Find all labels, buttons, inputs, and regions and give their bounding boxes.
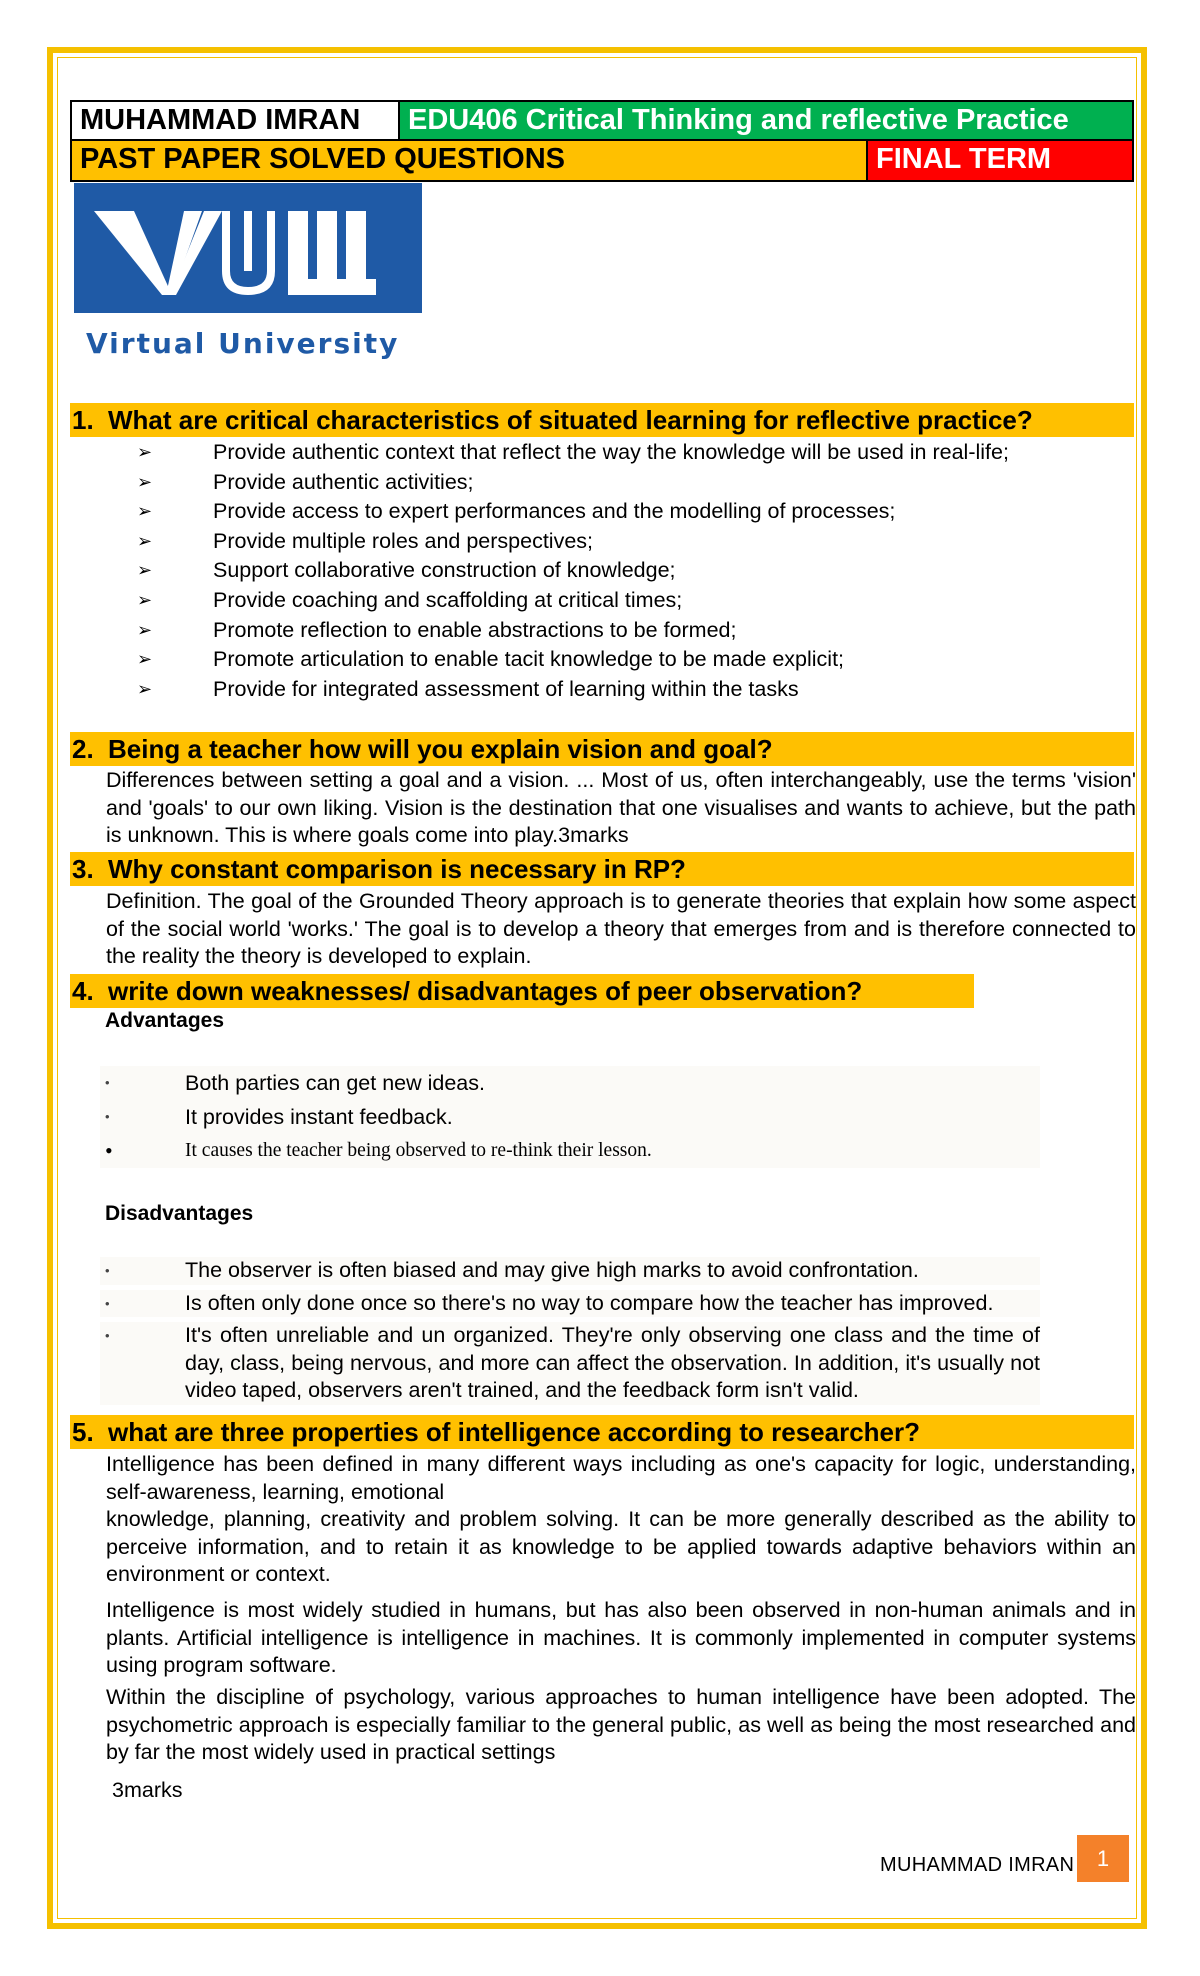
bullet-dot-icon: • — [105, 1263, 110, 1278]
list-item: ➢ Support collaborative construction of knowledge; — [137, 556, 1009, 586]
question-title: Being a teacher how will you explain vision and goal? — [108, 734, 773, 764]
question-5-heading — [70, 1415, 1134, 1449]
list-item: ➢ Promote reflection to enable abstractions to be formed; — [137, 616, 1009, 646]
footer-author-name: MUHAMMAD IMRAN — [880, 1854, 1075, 1876]
arrow-bullet-icon: ➢ — [137, 560, 153, 581]
list-item: • The observer is often biased and may give high marks to avoid confrontation. — [100, 1257, 1040, 1285]
advantages-list — [100, 1066, 1040, 1168]
list-item: • It provides instant feedback. — [100, 1100, 1040, 1134]
question-2-answer: Differences between setting a goal and a vision. ... Most of us, often interchangeably, use the terms 'vision' and 'goals' to our own liking. Vision is the destination that one visualises and wants to achieve, but the path is unknown. This is where goals come into play.3marks — [106, 768, 1136, 847]
question-5-marks: 3marks — [112, 1778, 183, 1802]
bullet-dot-icon: • — [105, 1109, 110, 1124]
question-1-heading — [70, 403, 1134, 437]
logo-caption: Virtual University — [86, 327, 400, 360]
list-item: ➢ Promote articulation to enable tacit knowledge to be made explicit; — [137, 645, 1009, 675]
bullet-dot-icon: • — [105, 1295, 110, 1311]
author-name: MUHAMMAD IMRAN — [72, 102, 400, 139]
arrow-bullet-icon: ➢ — [137, 678, 153, 699]
list-item: ➢ Provide coaching and scaffolding at critical times; — [137, 586, 1009, 616]
question-title: write down weaknesses/ disadvantages of peer observation? — [108, 976, 863, 1006]
question-number: 4. — [72, 976, 94, 1006]
list-item: • It's often unreliable and un organized. They're only observing one class and the time of day, class, being nervous, and more can affect the observation. In addition, it's usually not video taped, observers aren't trained, and the feedback form isn't valid. — [100, 1322, 1040, 1405]
list-item: ➢ Provide for integrated assessment of learning within the tasks — [137, 675, 1009, 705]
list-item: ➢ Provide multiple roles and perspectives; — [137, 527, 1009, 557]
list-item: ➢ Provide access to expert performances and the modelling of processes; — [137, 497, 1009, 527]
question-number: 3. — [72, 854, 94, 884]
arrow-bullet-icon: ➢ — [137, 589, 153, 610]
question-3-heading — [70, 852, 1134, 886]
bullet-dot-icon: • — [105, 1075, 110, 1090]
course-title: EDU406 Critical Thinking and reflective Practice — [400, 102, 1132, 139]
list-item: • Both parties can get new ideas. — [100, 1066, 1040, 1100]
document-subtitle: PAST PAPER SOLVED QUESTIONS — [72, 141, 868, 180]
question-5-answer-intro: Intelligence has been defined in many different ways including as one's capacity for logic, understanding, self-awareness, learning, emotional — [106, 1452, 1136, 1504]
question-5-answer-para-2: Intelligence is most widely studied in humans, but has also been observed in non-human animals and in plants. Artificial intelligence is intelligence in machines. It is commonly implemented in computer systems using program software. — [106, 1598, 1136, 1677]
bullet-dot-icon: • — [105, 1138, 113, 1163]
list-item: • It causes the teacher being observed to re-think their lesson. — [100, 1134, 1040, 1168]
question-5-answer-para-3: Within the discipline of psychology, various approaches to human intelligence have been adopted. The psychometric approach is especially familiar to the general public, as well as being the most researched and by far the most widely used in practical settings — [106, 1685, 1136, 1764]
arrow-bullet-icon: ➢ — [137, 619, 153, 640]
term-label: FINAL TERM — [868, 141, 1132, 180]
list-item: ➢ Provide authentic context that reflect the way the knowledge will be used in real-life; — [137, 438, 1009, 468]
question-number: 1. — [72, 405, 94, 435]
question-title: Why constant comparison is necessary in RP? — [108, 854, 686, 884]
list-item: ➢ Provide authentic activities; — [137, 468, 1009, 498]
header-row-bottom — [72, 141, 1132, 180]
page-number: 1 — [1077, 1835, 1129, 1882]
question-title: what are three properties of intelligence according to researcher? — [108, 1417, 921, 1447]
question-number: 5. — [72, 1417, 94, 1447]
header-row-top — [72, 102, 1132, 141]
arrow-bullet-icon: ➢ — [137, 471, 153, 492]
arrow-bullet-icon: ➢ — [137, 649, 153, 670]
bullet-dot-icon: • — [105, 1328, 110, 1343]
header-table — [70, 100, 1134, 182]
question-number: 2. — [72, 734, 94, 764]
disadvantages-list — [100, 1257, 1040, 1405]
question-4-heading — [70, 974, 974, 1008]
question-title: What are critical characteristics of situated learning for reflective practice? — [108, 405, 1033, 435]
advantages-heading: Advantages — [105, 1009, 225, 1032]
list-item: • Is often only done once so there's no way to compare how the teacher has improved. — [100, 1290, 1040, 1318]
question-2-heading — [70, 732, 1134, 766]
arrow-bullet-icon: ➢ — [137, 530, 153, 551]
disadvantages-heading: Disadvantages — [105, 1202, 254, 1225]
arrow-bullet-icon: ➢ — [137, 442, 153, 462]
arrow-bullet-icon: ➢ — [137, 501, 153, 522]
vu-logo — [72, 183, 424, 373]
question-5-answer-para-1: knowledge, planning, creativity and problem solving. It can be more generally described as the ability to perceive information, and to retain it as knowledge to be applied towards adaptive behaviors within an environment or context. — [106, 1507, 1136, 1586]
question-1-answer-list — [137, 438, 1009, 704]
question-3-answer: Definition. The goal of the Grounded Theory approach is to generate theories that explain how some aspect of the social world 'works.' The goal is to develop a theory that emerges from and is therefore connected to the reality the theory is developed to explain. — [106, 889, 1136, 968]
